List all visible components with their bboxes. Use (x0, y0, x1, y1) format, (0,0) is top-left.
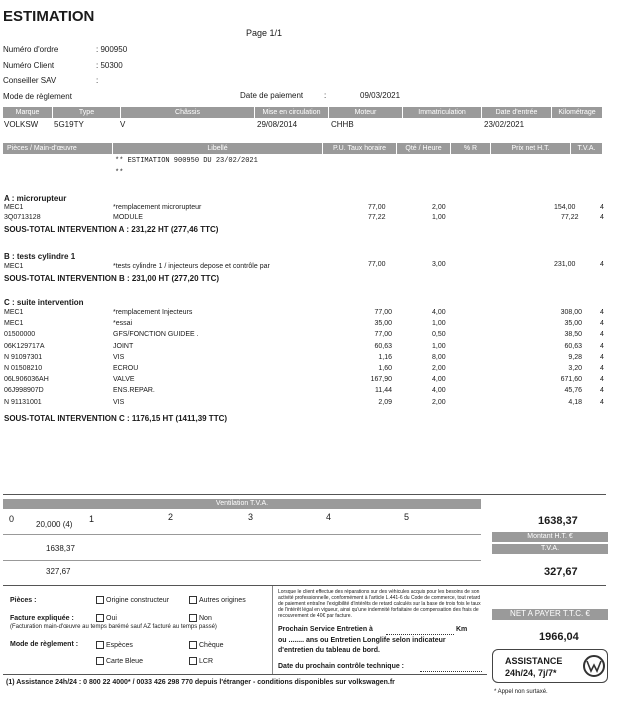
legal-text: Lorsque le client effectue des réparations sur des véhicules acquis pour les besoins de son activité professionnelle, conformément à l'article L.441-6 du Code de commerce, tout retard de paiement entraîne l'exigibilité d'intérêts de retard calculés sur la base de trois fois le taux de l'intérêt légal en vigueur, ainsi qu'une indemnité forfaitaire de compensation des frais de recouvrement de 40€ par facture. (278, 589, 481, 619)
section-a-row-1-pu: 77,00 (368, 204, 386, 211)
footer-note: (1) Assistance 24h/24 : 0 800 22 4000* / 0033 426 298 770 depuis l'étranger - conditions disponibles sur volkswagen.fr (6, 679, 395, 686)
vat-col-4: 4 (326, 512, 332, 522)
vat-rule-2 (3, 560, 481, 561)
vw-logo-icon (583, 655, 605, 677)
section-c-row-9-net: 4,18 (568, 398, 582, 406)
section-c-row-1-pu: 77,00 (374, 309, 392, 316)
total-tva-value: 327,67 (544, 566, 578, 578)
section-c-row-4-code: 06K129717A (4, 342, 45, 350)
lines-header-tva: T.V.A. (571, 143, 603, 154)
non-checkbox[interactable] (189, 614, 212, 622)
section-b-row-1-pu: 77,00 (368, 261, 386, 268)
oui-check-box[interactable] (96, 614, 104, 622)
section-c-row-8-net: 45,76 (564, 387, 582, 395)
section-c-row-7-tva: 4 (600, 376, 604, 384)
vat-col-1: 1 (89, 514, 95, 524)
section-c-row-8-tva: 4 (600, 387, 604, 395)
page-number: Page 1/1 (246, 28, 283, 38)
section-c-row-3-label: GFS/FONCTION GUIDEE . (113, 331, 199, 339)
cheque-check-box[interactable] (189, 641, 197, 649)
section-c-row-5-tva: 4 (600, 353, 604, 361)
lcr-label: LCR (199, 657, 214, 665)
section-b-row-1-label: *tests cylindre 1 / injecteurs depose et contrôle par (113, 263, 270, 270)
section-b-row-1-net: 231,00 (554, 261, 576, 268)
vat-base: 1638,37 (46, 544, 75, 553)
section-b-row-1-qty: 3,00 (432, 261, 446, 268)
origine-label: Origine constructeur (106, 596, 170, 604)
carte-checkbox[interactable] (96, 657, 143, 665)
vehicle-date-entree: 23/02/2021 (484, 120, 525, 129)
conseiller-value: : (96, 76, 99, 85)
lcr-checkbox[interactable] (189, 657, 213, 665)
section-a-row-2-label: MODULE (113, 214, 143, 221)
cheque-checkbox[interactable] (189, 641, 224, 649)
section-c-row-1-tva: 4 (600, 309, 604, 316)
section-a-row-1-net: 154,00 (554, 204, 576, 211)
section-c-row-2-pu: 35,00 (374, 320, 392, 328)
section-c-row-2-net: 35,00 (564, 320, 582, 328)
oui-label: Oui (106, 614, 117, 622)
assistance-title: ASSISTANCE (505, 656, 563, 666)
vat-col-5: 5 (404, 512, 410, 522)
section-c-row-2-label: *essai (113, 320, 133, 328)
lines-header-qty: Qté / Heure (397, 143, 451, 154)
lines-header-pu: P.U. Taux horaire (323, 143, 397, 154)
section-c-row-3-code: 01500000 (4, 331, 36, 339)
facture-note: (Facturation main-d'œuvre au temps barémé sauf AZ facturé au temps passé) (10, 624, 217, 630)
section-c-row-8-code: 06J998907D (4, 387, 44, 395)
section-c-row-5-label: VIS (113, 353, 125, 361)
mode-label: Mode de règlement : (10, 641, 79, 648)
lines-header-libelle: Libellé (113, 143, 323, 154)
pieces-label: Pièces : (10, 597, 37, 604)
lines-header-pieces: Pièces / Main-d'œuvre (3, 143, 113, 154)
conseiller-label: Conseiller SAV (3, 76, 57, 85)
section-c-row-4-qty: 1,00 (432, 342, 446, 350)
options-divider (272, 586, 273, 674)
autres-label: Autres origines (199, 596, 246, 604)
especes-label: Espèces (106, 641, 133, 649)
section-c-row-3-tva: 4 (600, 331, 604, 339)
carte-label: Carte Bleue (106, 657, 143, 665)
estimation-line: ** ESTIMATION 900950 DU 23/02/2021 (115, 157, 258, 165)
section-c-row-6-pu: 1,60 (378, 365, 392, 372)
lines-header-net: Prix net H.T. (491, 143, 571, 154)
lines-header-remise: % R (451, 143, 491, 154)
estimation-line-2: ** (115, 169, 124, 177)
section-c-row-5-net: 9,28 (568, 353, 582, 361)
service-km-field[interactable] (386, 627, 454, 635)
section-c-row-3-net: 38,50 (564, 331, 582, 339)
especes-check-box[interactable] (96, 641, 104, 649)
section-a-row-2-code: 3Q0713128 (4, 214, 41, 221)
section-c-row-8-label: ENS.REPAR. (113, 387, 155, 395)
assistance-sub: 24h/24, 7j/7* (505, 668, 557, 678)
section-c-row-4-tva: 4 (600, 342, 604, 350)
vat-col-0: 0 (9, 514, 15, 524)
total-tva-label: T.V.A. (492, 544, 608, 554)
vehicle-header-moteur: Moteur (329, 107, 403, 118)
section-c-row-9-code: N 91131001 (4, 398, 42, 406)
section-c-row-5-code: N 91097301 (4, 353, 43, 361)
paiement-label: Date de paiement (240, 91, 304, 100)
non-check-box[interactable] (189, 614, 197, 622)
service-line-2: ou ........ ans ou Entretien Longlife selon indicateur (278, 637, 446, 644)
options-bottom-rule (3, 674, 487, 675)
vehicle-chassis: V (120, 120, 126, 129)
vehicle-header-kilometrage: Kilométrage (552, 107, 603, 118)
section-c-row-6-code: N 01508210 (4, 365, 43, 372)
vehicle-header-immatriculation: Immatriculation (403, 107, 482, 118)
section-c-row-7-code: 06L906036AH (4, 376, 49, 384)
section-a-row-1-qty: 2,00 (432, 204, 446, 211)
section-a-title: A : microrupteur (4, 194, 67, 203)
service-line-3: d'entretien du tableau de bord. (278, 647, 381, 654)
section-b-subtotal: SOUS-TOTAL INTERVENTION B : 231,00 HT (277,20 TTC) (4, 274, 220, 283)
total-ttc-value: 1966,04 (539, 631, 579, 643)
non-label: Non (199, 614, 212, 622)
paiement-value: 09/03/2021 (360, 91, 401, 100)
section-a-row-2-net: 77,22 (561, 214, 579, 221)
total-ht-label: Montant H.T. € (492, 532, 608, 542)
reglement-label: Mode de règlement (3, 92, 72, 101)
vehicle-mise-circulation: 29/08/2014 (257, 120, 298, 129)
section-c-row-2-qty: 1,00 (432, 320, 446, 328)
options-top-rule (3, 585, 606, 586)
autres-checkbox[interactable] (189, 596, 246, 604)
autres-check-box[interactable] (189, 596, 197, 604)
section-c-row-1-net: 308,00 (560, 309, 582, 316)
section-b-row-1-tva: 4 (600, 261, 604, 268)
vehicle-header-mise-circulation: Mise en circulation (255, 107, 329, 118)
section-a-row-2-tva: 4 (600, 214, 604, 221)
service-line-1a: Prochain Service Entretien à (278, 626, 373, 633)
section-c-row-2-code: MEC1 (4, 320, 24, 328)
paiement-colon: : (324, 91, 327, 100)
vat-rule-1 (3, 534, 481, 535)
section-c-row-5-pu: 1,16 (378, 353, 392, 361)
section-c-row-6-tva: 4 (600, 365, 604, 372)
vat-header: Ventilation T.V.A. (3, 499, 481, 509)
section-c-row-7-qty: 4,00 (432, 376, 446, 384)
ordre-value: : 900950 (96, 45, 128, 54)
section-c-row-7-net: 671,60 (560, 376, 582, 384)
total-ttc-label: NET A PAYER T.T.C. € (492, 609, 608, 620)
section-c-row-6-net: 3,20 (568, 365, 582, 372)
section-c-row-6-qty: 2,00 (432, 365, 446, 372)
section-a-row-2-qty: 1,00 (432, 214, 446, 221)
ordre-label: Numéro d'ordre (3, 45, 59, 54)
facture-label: Facture expliquée : (10, 615, 74, 622)
vehicle-moteur: CHHB (331, 120, 354, 129)
vehicle-type: 5G19TY (54, 120, 84, 129)
section-c-row-5-qty: 8,00 (432, 353, 446, 361)
section-c-row-4-pu: 60,63 (374, 342, 392, 350)
section-c-row-6-label: ECROU (113, 365, 139, 372)
vat-col-2: 2 (168, 512, 174, 522)
service-line-4: Date du prochain contrôle technique : (278, 663, 405, 670)
vehicle-marque: VOLKSW (4, 120, 39, 129)
carte-check-box[interactable] (96, 657, 104, 665)
service-line-1b: Km (456, 626, 468, 633)
vehicle-header (3, 107, 603, 118)
section-c-row-8-pu: 11,44 (375, 387, 392, 395)
origine-check-box[interactable] (96, 596, 104, 604)
total-ht-value: 1638,37 (538, 515, 578, 527)
especes-checkbox[interactable] (96, 641, 133, 649)
vehicle-header-chassis: Châssis (121, 107, 255, 118)
section-a-subtotal: SOUS-TOTAL INTERVENTION A : 231,22 HT (277,46 TTC) (4, 225, 219, 234)
section-c-row-7-pu: 167,90 (370, 376, 392, 384)
section-c-row-3-qty: 0,50 (432, 331, 446, 339)
section-c-title: C : suite intervention (4, 298, 84, 307)
section-c-row-7-label: VALVE (113, 376, 135, 384)
section-c-row-9-pu: 2,09 (378, 398, 392, 406)
vat-rate: 20,000 (4) (36, 520, 73, 529)
section-a-row-1-label: *remplacement microrupteur (113, 204, 202, 211)
cheque-label: Chèque (199, 641, 224, 649)
lines-header (3, 143, 603, 154)
section-c-row-1-label: *remplacement Injecteurs (113, 309, 193, 316)
section-a-row-2-pu: 77,22 (368, 214, 386, 221)
section-b-row-1-code: MEC1 (4, 263, 24, 270)
vehicle-header-marque: Marque (3, 107, 53, 118)
section-c-row-9-tva: 4 (600, 398, 604, 406)
vat-col-3: 3 (248, 512, 254, 522)
section-c-row-9-qty: 2,00 (432, 398, 446, 406)
section-c-row-8-qty: 4,00 (432, 387, 446, 395)
section-b-title: B : tests cylindre 1 (4, 252, 76, 261)
controle-date-field[interactable] (420, 664, 482, 672)
origine-checkbox[interactable] (96, 596, 169, 604)
vehicle-header-date-entree: Date d'entrée (482, 107, 552, 118)
vat-top-rule (3, 494, 606, 495)
section-c-row-4-label: JOINT (113, 342, 134, 350)
lcr-check-box[interactable] (189, 657, 197, 665)
vehicle-header-type: Type (53, 107, 121, 118)
vat-amount: 327,67 (46, 567, 71, 576)
section-a-row-1-tva: 4 (600, 204, 604, 211)
section-c-row-4-net: 60,63 (564, 342, 582, 350)
section-c-row-1-code: MEC1 (4, 309, 24, 316)
oui-checkbox[interactable] (96, 614, 117, 622)
section-c-row-9-label: VIS (113, 398, 125, 406)
section-a-row-1-code: MEC1 (4, 204, 24, 211)
section-c-row-3-pu: 77,00 (374, 331, 392, 339)
document-title: ESTIMATION (3, 8, 95, 25)
section-c-row-1-qty: 4,00 (432, 309, 446, 316)
section-c-subtotal: SOUS-TOTAL INTERVENTION C : 1176,15 HT (1411,39 TTC) (4, 414, 228, 423)
assistance-note: * Appel non surtaxé. (494, 689, 548, 695)
client-value: : 50300 (96, 61, 123, 70)
client-label: Numéro Client (3, 61, 55, 70)
section-c-row-2-tva: 4 (600, 320, 604, 328)
